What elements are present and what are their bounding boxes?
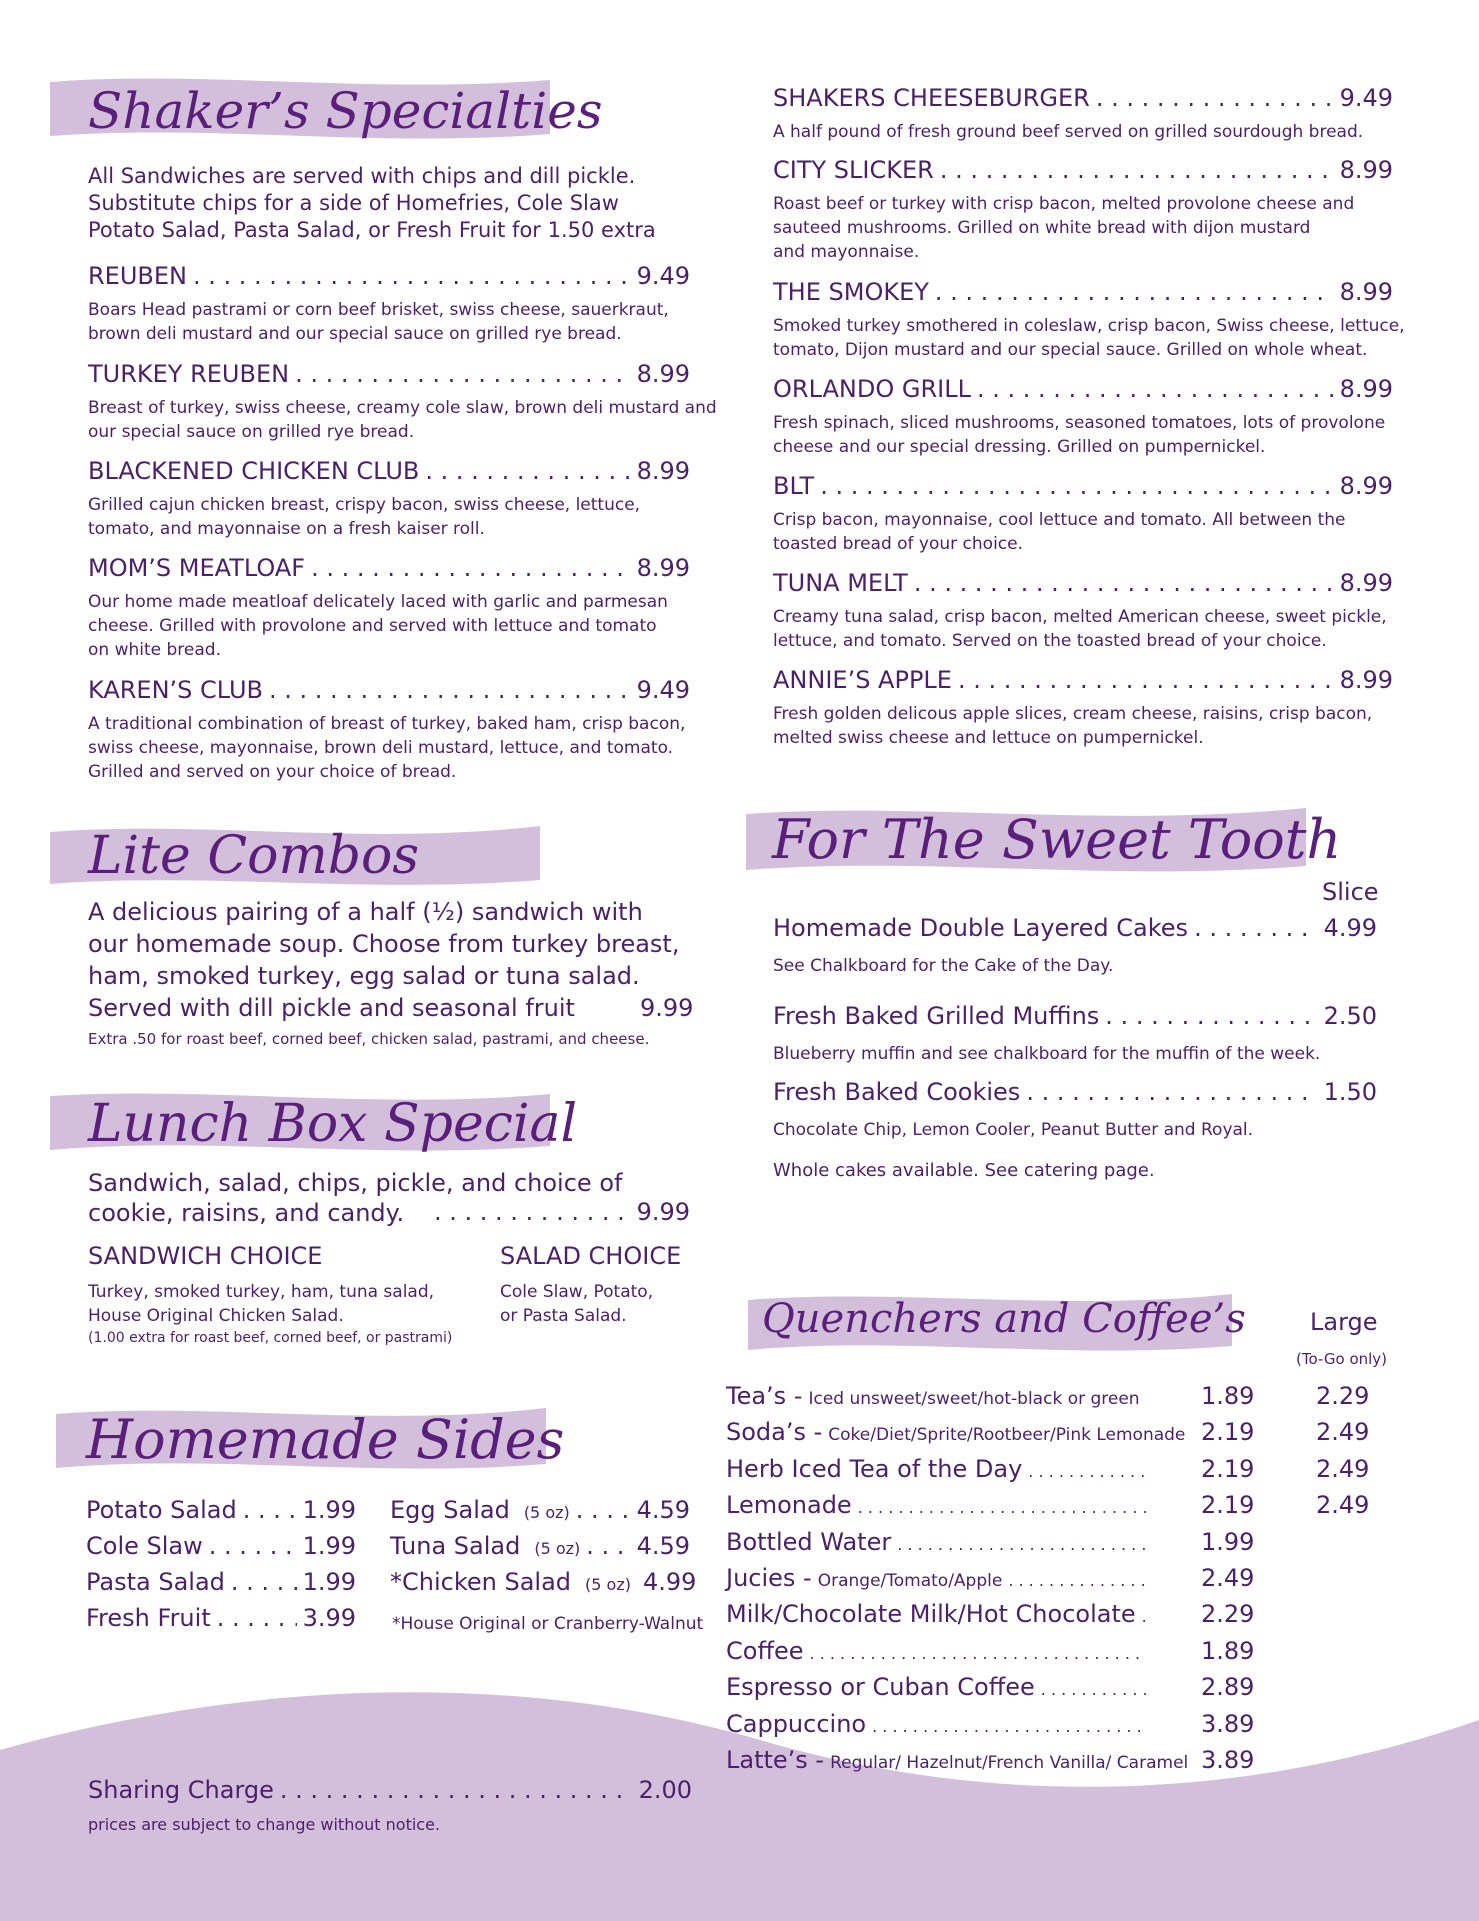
side-item-row [86,1604,356,1632]
menu-item-row [773,375,1393,403]
specialties-title: Shaker’s Specialties [88,82,603,140]
beverage-price: 3.89 [1201,1709,1255,1738]
menu-item-row [773,278,1393,306]
sandwich-note: (1.00 extra for roast beef, corned beef, or pastrami) [88,1330,453,1346]
description-line: brown deli mustard and our special sauce on grilled rye bread. [88,324,622,344]
item-name: BLT [773,472,815,500]
specialties-intro [88,163,656,244]
leader-dots [858,1498,1146,1517]
description-line: tomato, and mayonnaise on a fresh kaiser roll. [88,519,485,539]
item-name: Pasta Salad [86,1568,225,1596]
description-line: cheese and our special dressing. Grilled on pumpernickel. [773,437,1266,457]
beverage-row [726,1637,1406,1669]
side-item-row [390,1496,690,1524]
description-line: tomato, Dijon mustard and our special sauce. Grilled on whole wheat. [773,340,1368,360]
leader-dots [897,1535,1146,1554]
salad-choice-heading: SALAD CHOICE [500,1242,682,1270]
description-line: Fresh golden delicous apple slices, cream cheese, raisins, crisp bacon, [773,704,1373,724]
beverage-name-row [726,1600,1152,1628]
sandwich-choice-list [88,1280,452,1348]
leader-dots [217,1604,297,1632]
beverage-name-row [726,1710,1152,1738]
leader-dots [914,569,1334,597]
leader-dots [872,1717,1146,1736]
description-line: Smoked turkey smothered in coleslaw, crisp bacon, Swiss cheese, lettuce, [773,316,1405,336]
beverage-price: 1.99 [1201,1527,1255,1556]
description-line: and mayonnaise. [773,242,920,262]
description-line: A traditional combination of breast of turkey, baked ham, crisp bacon, [88,714,686,734]
description-line: sauteed mushrooms. Grilled on white bread with dijon mustard [773,218,1311,238]
quenchers-title: Quenchers and Coffee’s [762,1296,1246,1342]
leader-dots [1026,1078,1317,1106]
item-description: Blueberry muffin and see chalkboard for the muffin of the week. [773,1044,1321,1064]
beverage-name-row [726,1746,1189,1774]
description-line: cheese. Grilled with provolone and served with lettuce and tomato [88,616,657,636]
beverage-name: Milk/Chocolate Milk/Hot Chocolate [726,1600,1136,1629]
item-description [88,712,685,784]
item-price: 1.99 [302,1532,356,1560]
item-price: 2.50 [1323,1002,1377,1030]
leader-dots [1105,1002,1317,1030]
item-name: TUNA MELT [773,569,908,597]
item-price: 8.99 [636,457,690,485]
description-line: Creamy tuna salad, crisp bacon, melted American cheese, sweet pickle, [773,607,1387,627]
item-name: Fresh Baked Grilled Muffins [773,1002,1100,1030]
menu-item-row [88,554,690,582]
item-name: THE SMOKEY [773,278,929,306]
beverage-row [726,1382,1406,1414]
menu-item-row [773,156,1393,184]
beverage-price: 1.89 [1201,1382,1255,1410]
side-item-row [390,1532,690,1560]
leader-dots [243,1496,297,1524]
item-name: *Chicken Salad [390,1568,572,1596]
item-description [773,702,1372,750]
item-size: (5 oz) [534,1539,581,1558]
item-price: 1.99 [302,1568,356,1596]
lite-line: A delicious pairing of a half (½) sandwich with [88,898,643,926]
sandwich-line: Turkey, smoked turkey, ham, tuna salad, [88,1282,435,1302]
leader-dots [940,156,1334,184]
item-price: 8.99 [1339,156,1393,184]
leader-dots [1194,914,1318,942]
description-line: Grilled cajun chicken breast, crispy bacon, swiss cheese, lettuce, [88,495,641,515]
sweet-note: Whole cakes available. See catering page. [773,1160,1155,1181]
leader-dots [311,554,630,582]
item-name: SHAKERS CHEESEBURGER [773,84,1090,112]
item-name: Fresh Fruit [86,1604,211,1632]
beverage-price: 2.49 [1201,1564,1255,1592]
leader-dots [820,472,1333,500]
item-price: 3.99 [302,1604,356,1632]
lunchbox-line: Sandwich, salad, chips, pickle, and choice of [88,1169,623,1197]
description-line: Our home made meatloaf delicately laced with garlic and parmesan [88,592,668,612]
beverage-row [726,1600,1406,1632]
item-price: 8.99 [1339,569,1393,597]
lite-note: Extra .50 for roast beef, corned beef, chicken salad, pastrami, and cheese. [88,1030,650,1048]
lite-title: Lite Combos [88,826,420,886]
beverage-name-row [726,1418,1186,1447]
slice-heading: Slice [1322,878,1379,906]
beverage-name: Bottled Water [726,1527,892,1556]
leader-dots [1142,1607,1146,1626]
description-line: Fresh spinach, sliced mushrooms, seasoned tomatoes, lots of provolone [773,413,1386,433]
description-line: on white bread. [88,640,221,660]
menu-item-row [773,666,1393,694]
leader-dots [425,457,630,485]
large-heading: Large [1310,1308,1378,1336]
item-price: 8.99 [1339,278,1393,306]
beverage-price: 2.19 [1201,1418,1255,1447]
beverage-name-row [726,1528,1152,1556]
item-size: (5 oz) [585,1575,631,1594]
leader-dots [280,1776,633,1804]
beverage-detail: Coke/Diet/Sprite/Rootbeer/Pink Lemonade [828,1425,1186,1446]
beverage-price: 1.89 [1201,1636,1255,1665]
item-description [88,396,717,444]
beverage-name: Tea’s - [726,1382,803,1410]
item-description [773,605,1387,653]
leader-dots [576,1496,631,1524]
beverage-row [726,1418,1406,1450]
sharing-label: Sharing Charge [88,1776,274,1804]
sweet-item-row [773,914,1377,942]
item-price: 8.99 [636,360,690,388]
beverage-detail: Orange/Tomato/Apple [817,1571,1003,1591]
item-price: 9.49 [1339,84,1393,112]
side-item-row [86,1496,356,1524]
item-name: BLACKENED CHICKEN CLUB [88,457,420,485]
beverage-name-row [726,1564,1152,1592]
sweet-title: For The Sweet Tooth [772,808,1342,871]
item-price: 4.99 [642,1568,697,1596]
intro-line: Substitute chips for a side of Homefries, Cole Slaw [88,191,619,215]
side-item-row [86,1568,356,1596]
beverage-large-price: 2.49 [1316,1454,1370,1483]
leader-dots [1041,1680,1146,1699]
item-description: Chocolate Chip, Lemon Cooler, Peanut Butter and Royal. [773,1120,1254,1140]
leader-dots [935,278,1334,306]
beverage-name-row [726,1491,1152,1519]
item-price: 4.99 [1323,914,1377,942]
item-description: See Chalkboard for the Cake of the Day. [773,956,1114,976]
beverage-large-price: 2.49 [1316,1491,1370,1520]
leader-dots [269,676,631,704]
leader-dots [586,1532,630,1560]
menu-item-row [773,472,1393,500]
beverage-row [726,1673,1406,1705]
item-description [88,298,669,346]
salad-line: Cole Slaw, Potato, [500,1282,654,1302]
large-subheading: (To-Go only) [1296,1350,1388,1368]
beverage-large-price: 2.29 [1316,1382,1370,1410]
item-description [773,411,1385,459]
beverage-name: Jucies - [726,1564,812,1592]
item-name: Egg Salad [390,1496,510,1524]
item-description [88,493,640,541]
menu-item-row [88,457,690,485]
item-name: Cole Slaw [86,1532,203,1560]
footer-note: prices are subject to change without notice. [88,1815,441,1834]
item-description [773,120,1363,144]
leader-dots [1096,84,1334,112]
leader-dots [1008,1571,1146,1590]
side-item-row [390,1568,697,1596]
beverage-name: Lemonade [726,1491,852,1520]
beverage-row [726,1491,1406,1523]
leader-dots [1028,1462,1146,1481]
leader-dots [810,1644,1146,1663]
beverage-name: Cappuccino [726,1709,867,1738]
beverage-price: 2.19 [1201,1491,1255,1520]
beverage-price: 3.89 [1201,1746,1255,1774]
lite-line: our homemade soup. Choose from turkey breast, [88,930,680,958]
sharing-price: 2.00 [638,1776,692,1804]
beverage-name: Soda’s - [726,1418,823,1447]
menu-item-row [88,360,690,388]
lunchbox-price: 9.99 [636,1198,690,1226]
lunchbox-line: cookie, raisins, and candy. [88,1199,405,1227]
item-name: Tuna Salad [390,1532,521,1560]
description-line: toasted bread of your choice. [773,534,1024,554]
lite-description [88,896,679,1024]
beverage-large-price: 2.49 [1316,1418,1370,1447]
lunchbox-price-row [428,1198,690,1226]
item-description [773,192,1354,264]
menu-item-row [773,84,1393,112]
beverage-name-row [726,1673,1152,1701]
item-price: 8.99 [1339,472,1393,500]
item-price: 9.49 [636,262,690,290]
leader-dots [958,666,1334,694]
item-price: 8.99 [1339,375,1393,403]
beverage-name-row [726,1455,1152,1483]
leader-dots [295,360,630,388]
lite-price: 9.99 [640,994,694,1022]
beverage-row [726,1455,1406,1487]
description-line: our special sauce on grilled rye bread. [88,422,415,442]
item-name: Homemade Double Layered Cakes [773,914,1189,942]
menu-item-row [773,569,1393,597]
item-name: ANNIE’S APPLE [773,666,952,694]
description-line: Boars Head pastrami or corn beef brisket, swiss cheese, sauerkraut, [88,300,669,320]
item-price: 9.49 [636,676,690,704]
intro-line: Potato Salad, Pasta Salad, or Fresh Fruit for 1.50 extra [88,218,656,242]
menu-item-row [88,262,690,290]
lite-line: Served with dill pickle and seasonal fruit [88,994,575,1022]
sweet-item-row [773,1078,1377,1106]
item-price: 4.59 [636,1496,690,1524]
description-line: A half pound of fresh ground beef served on grilled sourdough bread. [773,122,1364,142]
beverage-detail: Iced unsweet/sweet/hot-black or green [808,1389,1140,1409]
intro-line: All Sandwiches are served with chips and dill pickle. [88,164,636,188]
item-name: Fresh Baked Cookies [773,1078,1021,1106]
description-line: swiss cheese, mayonnaise, brown deli mustard, lettuce, and tomato. [88,738,674,758]
beverage-row [726,1746,1406,1778]
item-name: ORLANDO GRILL [773,375,971,403]
description-line: Crisp bacon, mayonnaise, cool lettuce and tomato. All between the [773,510,1346,530]
sweet-item-row [773,1002,1377,1030]
leader-dots [434,1198,631,1226]
leader-dots [209,1532,297,1560]
item-price: 1.50 [1323,1078,1377,1106]
beverage-price: 2.29 [1201,1600,1255,1629]
side-item-row [86,1532,356,1560]
beverage-name: Latte’s - [726,1746,825,1774]
sharing-charge-row [88,1776,692,1804]
beverage-price: 2.19 [1201,1454,1255,1483]
item-price: 1.99 [302,1496,356,1524]
beverage-row [726,1564,1406,1596]
item-name: KAREN’S CLUB [88,676,263,704]
lunchbox-title: Lunch Box Special [88,1094,578,1154]
lite-line: ham, smoked turkey, egg salad or tuna salad. [88,962,640,990]
beverage-detail: Regular/ Hazelnut/French Vanilla/ Caramel [830,1753,1189,1773]
menu-item-row [88,676,690,704]
item-name: CITY SLICKER [773,156,934,184]
item-description [773,508,1346,556]
item-price: 4.59 [636,1532,690,1560]
item-price: 8.99 [636,554,690,582]
beverage-name-row [726,1382,1152,1410]
beverage-row [726,1528,1406,1560]
item-name: TURKEY REUBEN [88,360,290,388]
item-size: (5 oz) [523,1503,570,1522]
description-line: Roast beef or turkey with crisp bacon, melted provolone cheese and [773,194,1355,214]
beverage-name: Espresso or Cuban Coffee [726,1673,1035,1702]
beverage-name: Coffee [726,1636,804,1665]
sandwich-line: House Original Chicken Salad. [88,1306,344,1326]
item-name: Potato Salad [86,1496,237,1524]
beverage-price: 2.89 [1201,1673,1255,1702]
leader-dots [977,375,1334,403]
item-name: MOM’S MEATLOAF [88,554,306,582]
beverage-name-row [726,1637,1152,1665]
leader-dots [231,1568,297,1596]
description-line: Grilled and served on your choice of bread. [88,762,457,782]
item-name: REUBEN [88,262,187,290]
item-description [88,590,668,662]
salad-line: or Pasta Salad. [500,1306,627,1326]
sides-note: *House Original or Cranberry-Walnut [392,1614,704,1634]
description-line: Breast of turkey, swiss cheese, creamy cole slaw, brown deli mustard and [88,398,717,418]
leader-dots [193,262,631,290]
beverage-row [726,1710,1406,1742]
sandwich-choice-heading: SANDWICH CHOICE [88,1242,323,1270]
sides-title: Homemade Sides [86,1408,565,1471]
salad-choice-list [500,1280,653,1328]
item-price: 8.99 [1339,666,1393,694]
description-line: lettuce, and tomato. Served on the toasted bread of your choice. [773,631,1327,651]
description-line: melted swiss cheese and lettuce on pumpernickel. [773,728,1204,748]
beverage-name: Herb Iced Tea of the Day [726,1454,1023,1483]
item-description [773,314,1405,362]
